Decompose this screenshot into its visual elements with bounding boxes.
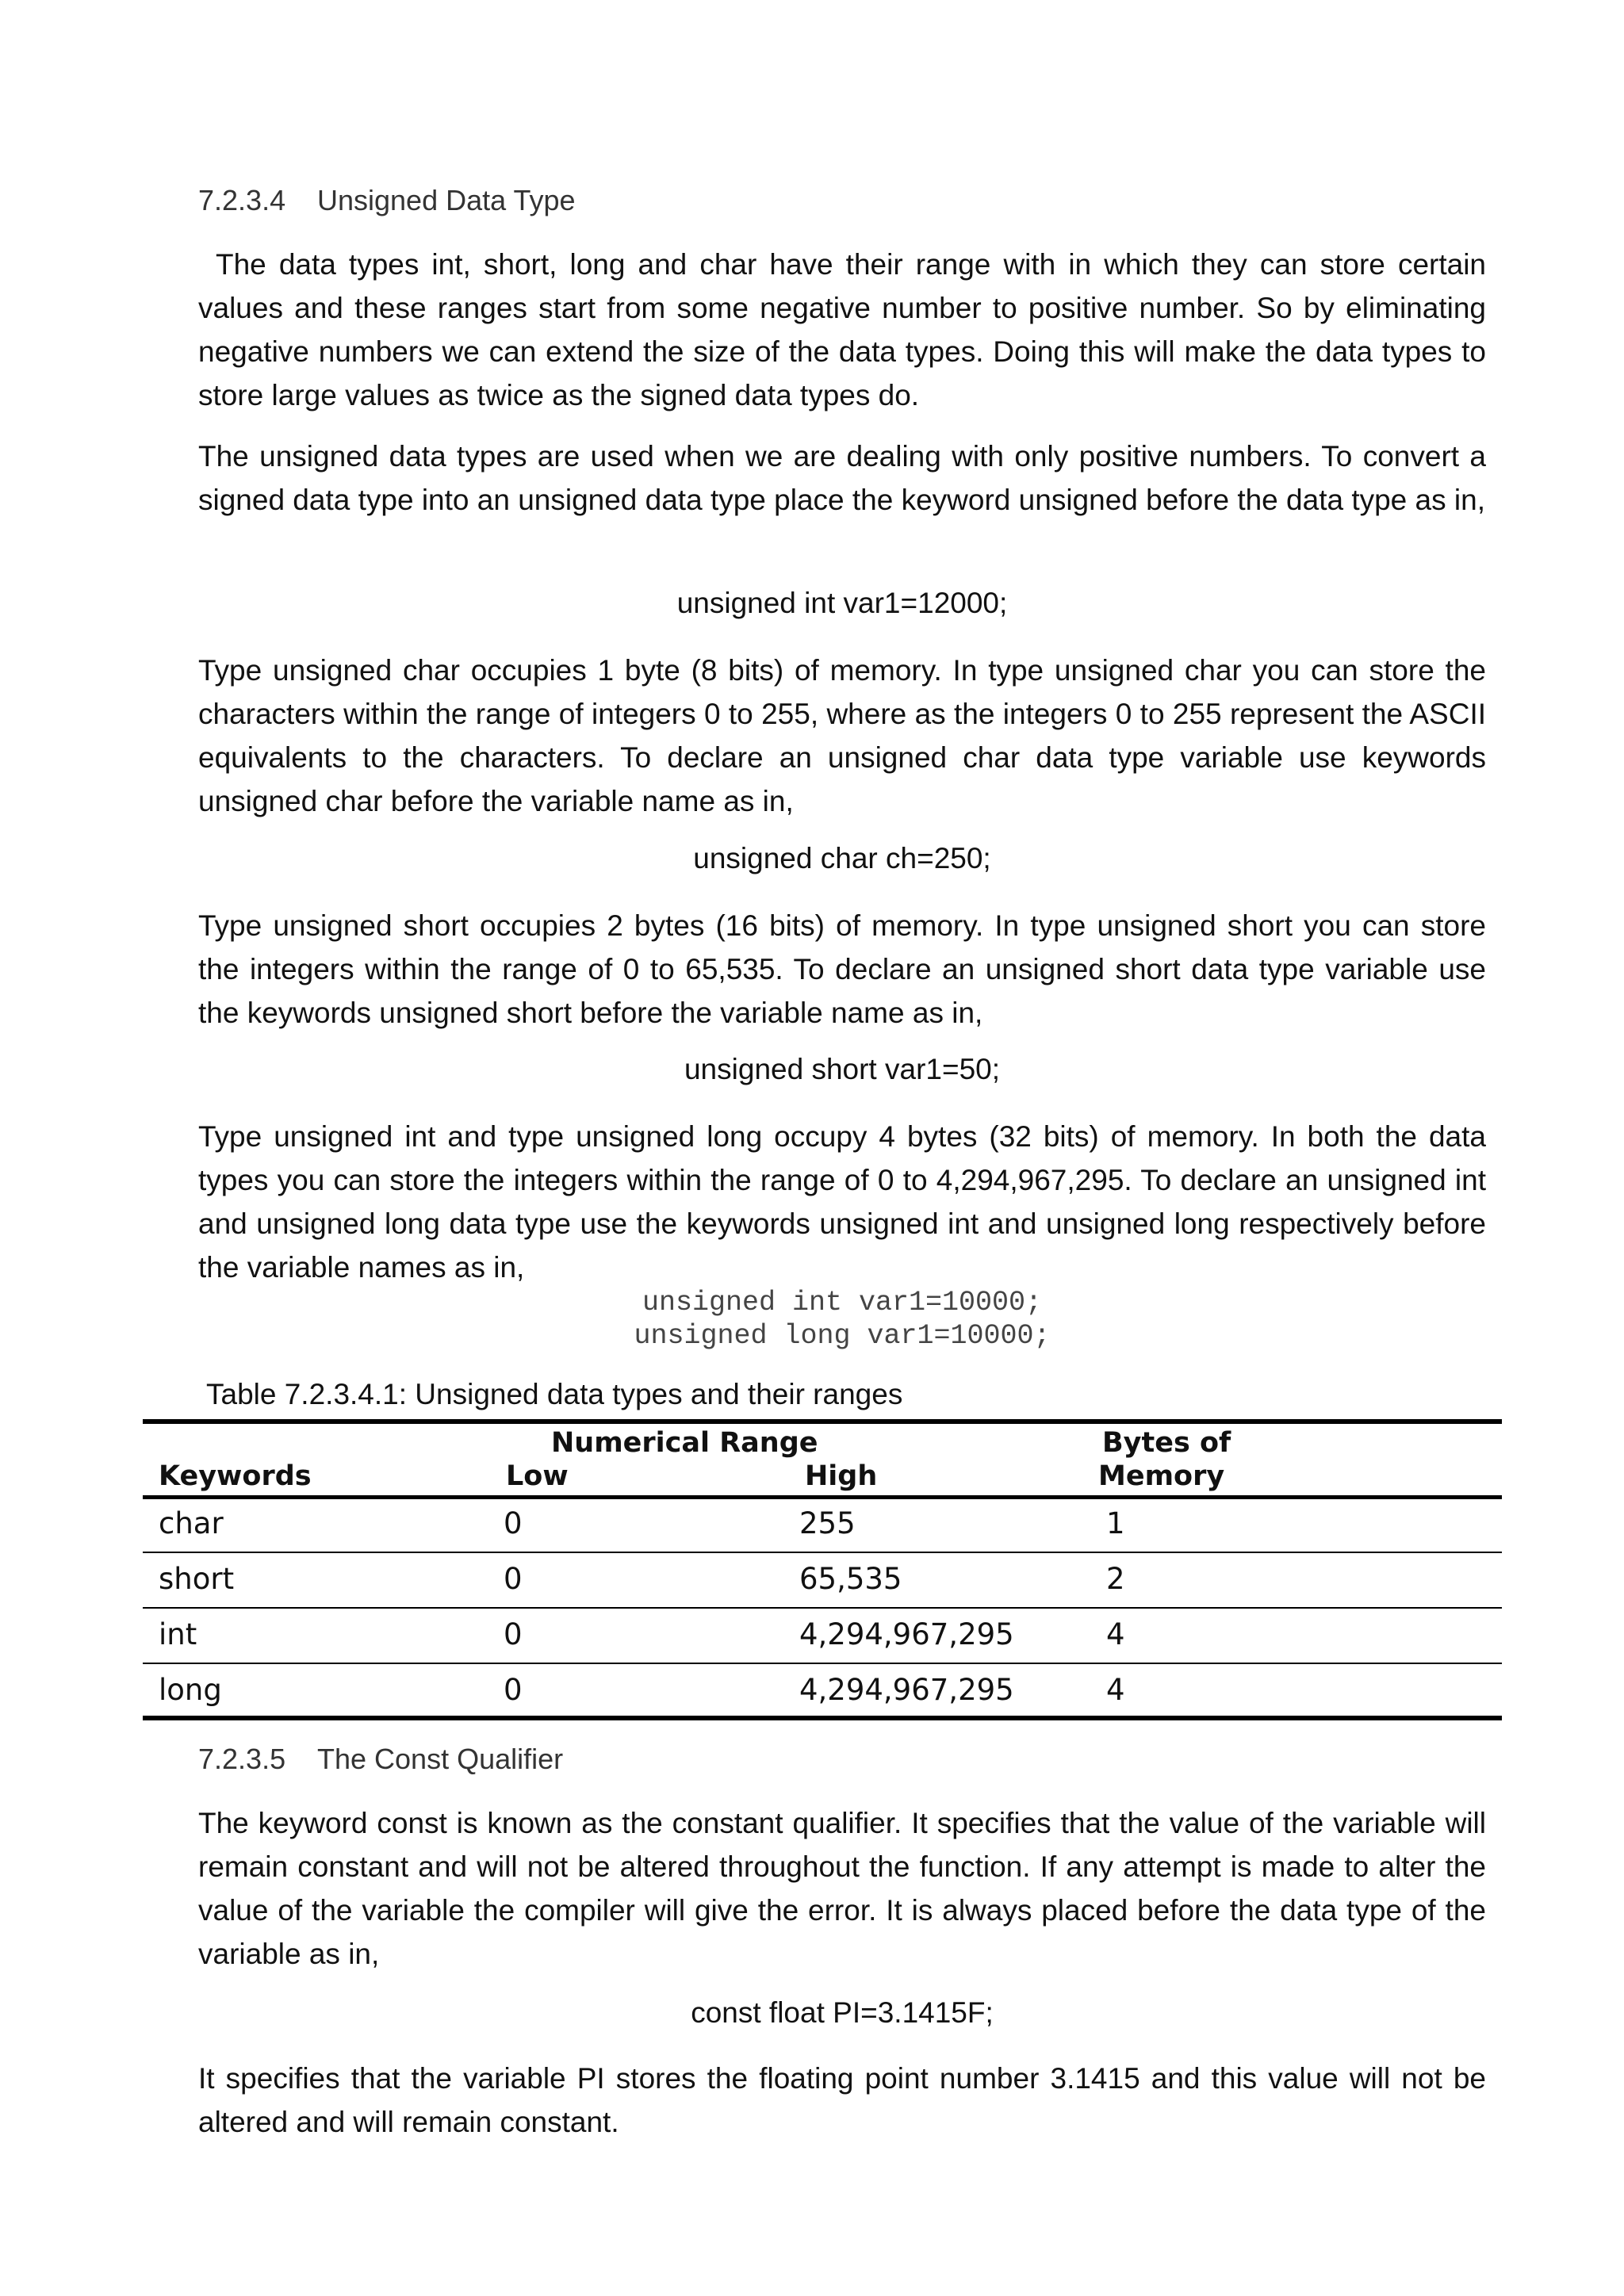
header-numerical-range: Numerical Range: [551, 1427, 818, 1459]
cell-keyword: int: [159, 1617, 197, 1651]
header-keywords: Keywords: [159, 1460, 312, 1492]
paragraph-const-1: The keyword const is known as the constant qualifier. It specifies that the value of the variable will remain constant and will not be altered throughout the function. If any attempt is made to alter the value of the variable the compiler will give the error. It is always placed before the data type of the variable as in,: [198, 1807, 1486, 1970]
cell-high: 255: [799, 1506, 856, 1540]
paragraph-5: Type unsigned int and type unsigned long occupy 4 bytes (32 bits) of memory. In both the data types you can store the integers within the range of 0 to 4,294,967,295. To declare an unsigned int and unsigned long data type use the keywords unsigned int and unsigned long respectively before the variable names as in,: [198, 1120, 1486, 1284]
section-number: 7.2.3.5: [198, 1743, 286, 1775]
code-mono-long: unsigned long var1=10000;: [634, 1320, 1051, 1352]
code-unsigned-short: unsigned short var1=50;: [684, 1053, 1001, 1085]
cell-bytes: 1: [1106, 1506, 1125, 1540]
table-top-rule: [143, 1419, 1502, 1424]
paragraph-2: The unsigned data types are used when we are dealing with only positive numbers. To convert a signed data type into an unsigned data type place the keyword unsigned before the data type as in,: [198, 440, 1486, 516]
cell-low: 0: [504, 1562, 523, 1596]
header-low: Low: [506, 1460, 569, 1492]
header-high: High: [805, 1460, 878, 1492]
cell-high: 4,294,967,295: [799, 1617, 1014, 1651]
code-const-float: const float PI=3.1415F;: [691, 1996, 994, 2029]
section-heading-unsigned: [198, 184, 576, 217]
cell-bytes: 4: [1106, 1617, 1125, 1651]
section-number: 7.2.3.4: [198, 184, 286, 216]
paragraph-1: The data types int, short, long and char have their range with in which they can store certain values and these ranges start from some negative number to positive number. So by eliminating negative numbers we can extend the size of the data types. Doing this will make the data types to store large values as twice as the signed data types do.: [198, 248, 1486, 411]
table-row-rule: [143, 1552, 1502, 1553]
cell-low: 0: [504, 1617, 523, 1651]
section-title: Unsigned Data Type: [317, 184, 576, 216]
cell-low: 0: [504, 1673, 523, 1707]
section-heading-const: [198, 1743, 563, 1776]
section-title: The Const Qualifier: [317, 1743, 564, 1775]
cell-keyword: long: [159, 1673, 222, 1707]
table-header-rule: [143, 1495, 1502, 1499]
table-bottom-rule: [143, 1716, 1502, 1720]
cell-keyword: char: [159, 1506, 224, 1540]
code-mono-int: unsigned int var1=10000;: [642, 1287, 1043, 1318]
cell-bytes: 4: [1106, 1673, 1125, 1707]
header-bytes-line2: Memory: [1098, 1460, 1225, 1492]
code-unsigned-char: unsigned char ch=250;: [693, 842, 991, 874]
cell-bytes: 2: [1106, 1562, 1125, 1596]
paragraph-const-2: It specifies that the variable PI stores the floating point number 3.1415 and this value will not be altered and will remain constant.: [198, 2062, 1486, 2138]
paragraph-4: Type unsigned short occupies 2 bytes (16 bits) of memory. In type unsigned short you can store the integers within the range of 0 to 65,535. To declare an unsigned short data type variable use the keywords unsigned short before the variable name as in,: [198, 909, 1486, 1029]
header-bytes-line1: Bytes of: [1102, 1427, 1231, 1459]
table-caption: Table 7.2.3.4.1: Unsigned data types and their ranges: [206, 1378, 903, 1410]
cell-low: 0: [504, 1506, 523, 1540]
paragraph-3: Type unsigned char occupies 1 byte (8 bits) of memory. In type unsigned char you can store the characters within the range of integers 0 to 255, where as the integers 0 to 255 represent the ASCII equivalents to the characters. To declare an unsigned char data type variable use keywords unsigned char before the variable name as in,: [198, 654, 1486, 817]
table-row-rule: [143, 1663, 1502, 1664]
cell-keyword: short: [159, 1562, 235, 1596]
cell-high: 65,535: [799, 1562, 902, 1596]
cell-high: 4,294,967,295: [799, 1673, 1014, 1707]
code-unsigned-int: unsigned int var1=12000;: [676, 587, 1008, 619]
table-row-rule: [143, 1607, 1502, 1609]
